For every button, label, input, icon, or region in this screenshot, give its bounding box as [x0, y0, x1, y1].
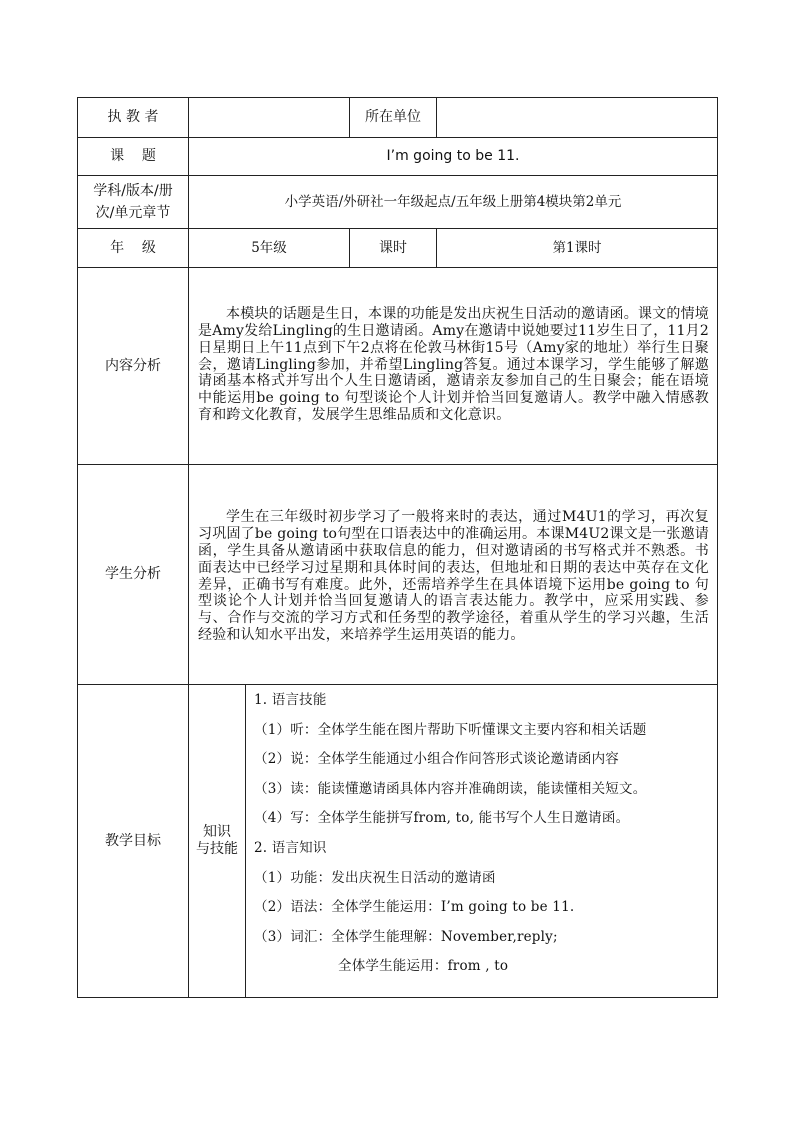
- unit-label: 所在单位: [350, 98, 437, 138]
- unit-value: [437, 98, 718, 138]
- teacher-row: [78, 98, 718, 138]
- goal-line: 1. 语言技能: [254, 692, 327, 708]
- grade-row: [78, 229, 718, 268]
- student-analysis-label: 学生分析: [78, 465, 189, 685]
- content-analysis-row: [78, 268, 718, 465]
- lesson-row: [78, 138, 718, 176]
- subject-value: 小学英语/外研社一年级起点/五年级上册第4模块第2单元: [189, 176, 718, 229]
- goal-line: （4）写：全体学生能拼写from, to, 能书写个人生日邀请函。: [254, 810, 630, 827]
- subject-row: [78, 176, 718, 229]
- grade-label: 年 级: [78, 229, 189, 268]
- knowledge-skills-label: [189, 685, 246, 998]
- knowledge-skills-label-line2: 与技能: [196, 841, 238, 857]
- goal-line: （1）听：全体学生能在图片帮助下听懂课文主要内容和相关话题: [254, 721, 647, 738]
- subject-label-line1: 学科/版本/册: [93, 183, 173, 199]
- knowledge-skills-label-line1: 知识: [203, 824, 231, 841]
- grade-value: 5年级: [189, 229, 350, 268]
- student-analysis-row: [78, 465, 718, 685]
- goal-line: （3）读：能读懂邀请函具体内容并准确朗读，能读懂相关短文。: [254, 780, 647, 797]
- student-analysis-text: 学生在三年级时初步学习了一般将来时的表达，通过M4U1的学习，再次复习巩固了be going to句型在口语表达中的准确运用。本课M4U2课文是一张邀请函，学生具备从邀请函中获取信息的能力，但对邀请函的书写格式并不熟悉。书面表达中已经学习过星期和具体时间的表达，但地址和日期的表达中英存在文化差异，正确书写有难度。此外，还需培养学生在具体语境下运用be going to 句型谈论个人计划并恰当回复邀请人的语言表达能力。教学中，应采用实践、参与、合作与交流的学习方式和任务型的教学途径，着重从学生的学习兴趣，生活经验和认知水平出发，来培养学生运用英语的能力。: [189, 465, 718, 685]
- goal-line: （2）说：全体学生能通过小组合作问答形式谈论邀请函内容: [254, 751, 619, 768]
- lesson-label: 课 题: [78, 138, 189, 176]
- goal-line: （3）词汇：全体学生能理解：November,reply;: [254, 928, 558, 945]
- content-analysis-text: 本模块的话题是生日，本课的功能是发出庆祝生日活动的邀请函。课文的情境是Amy发给Lingling的生日邀请函。Amy在邀请中说她要过11岁生日了，11月2日星期日上午11点到下午2点将在伦敦马林街15号（Amy家的地址）举行生日聚会，邀请Lingling参加，并希望Lingling答复。通过本课学习，学生能够了解邀请函基本格式并写出个人生日邀请函，邀请亲友参加自己的生日聚会；能在语境中能运用be going to 句型谈论个人计划并恰当回复邀请人。教学中融入情感教育和跨文化教育，发展学生思维品质和文化意识。: [189, 268, 718, 465]
- period-value: 第1课时: [437, 229, 718, 268]
- lesson-plan-table: [77, 97, 718, 998]
- teacher-value: [189, 98, 350, 138]
- period-label: 课时: [350, 229, 437, 268]
- goal-line: （1）功能：发出庆祝生日活动的邀请函: [254, 869, 496, 886]
- subject-label-line2: 次/单元章节: [95, 205, 171, 221]
- goal-line: （2）语法：全体学生能运用：I’m going to be 11.: [254, 899, 575, 916]
- teaching-goals-row: [78, 685, 718, 998]
- teacher-label: 执 教 者: [78, 98, 189, 138]
- lesson-title: I’m going to be 11.: [189, 138, 718, 176]
- teaching-goals-content: [246, 685, 718, 998]
- content-analysis-label: 内容分析: [78, 268, 189, 465]
- subject-label: [78, 176, 189, 229]
- goal-line: 2. 语言知识: [254, 839, 327, 856]
- teaching-goals-label: 教学目标: [78, 685, 189, 998]
- goal-line: 全体学生能运用：from , to: [338, 958, 509, 975]
